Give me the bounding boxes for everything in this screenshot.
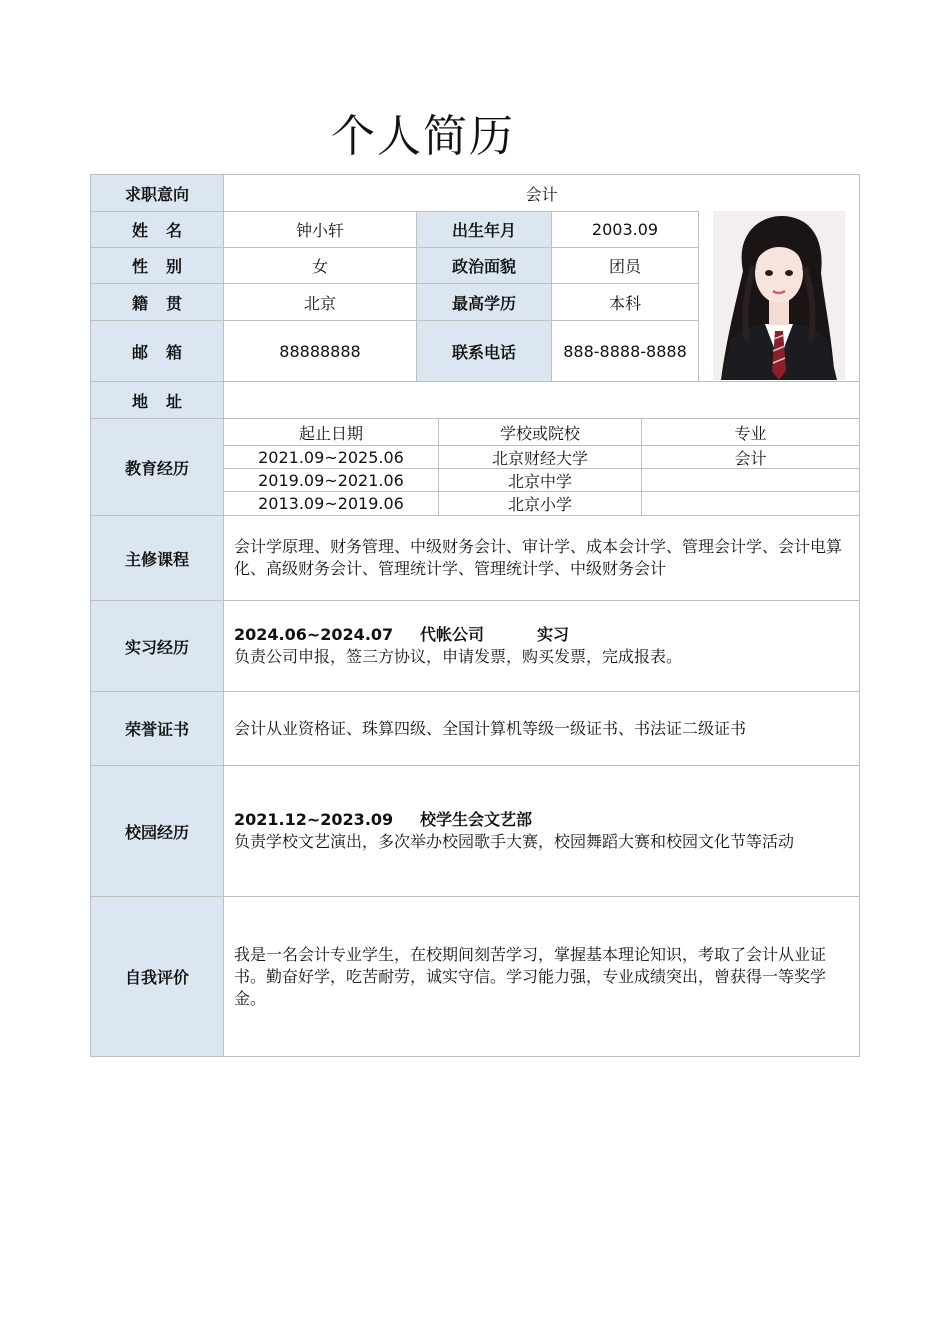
label-honors: 荣誉证书 bbox=[90, 691, 224, 766]
profile-photo bbox=[713, 211, 845, 380]
edu-row-major: 会计 bbox=[641, 445, 860, 469]
label-internship: 实习经历 bbox=[90, 600, 224, 692]
edu-header-date: 起止日期 bbox=[223, 418, 439, 446]
portrait-illustration bbox=[713, 211, 845, 380]
honors-text: 会计从业资格证、珠算四级、全国计算机等级一级证书、书法证二级证书 bbox=[234, 718, 747, 738]
edu-row-major bbox=[641, 491, 860, 516]
label-campus: 校园经历 bbox=[90, 765, 224, 897]
label-email: 邮箱 bbox=[90, 320, 224, 382]
label-address: 地址 bbox=[90, 381, 224, 419]
internship-desc: 负责公司申报，签三方协议，申请发票，购买发票，完成报表。 bbox=[234, 647, 683, 666]
label-birth: 出生年月 bbox=[416, 211, 552, 248]
edu-row-major bbox=[641, 468, 860, 492]
label-name: 姓名 bbox=[90, 211, 224, 248]
value-birth: 2003.09 bbox=[551, 211, 699, 248]
label-phone: 联系电话 bbox=[416, 320, 552, 382]
label-origin: 籍贯 bbox=[90, 283, 224, 321]
value-education-level: 本科 bbox=[551, 283, 699, 321]
edu-header-school: 学校或院校 bbox=[438, 418, 642, 446]
edu-row-school: 北京中学 bbox=[438, 468, 642, 492]
label-gender: 性别 bbox=[90, 247, 224, 284]
internship-role: 实习 bbox=[537, 625, 570, 644]
campus-org: 校学生会文艺部 bbox=[420, 810, 533, 829]
value-phone: 888-8888-8888 bbox=[551, 320, 699, 382]
label-self-eval: 自我评价 bbox=[90, 896, 224, 1057]
page-title: 个人简历 bbox=[331, 111, 515, 162]
self-eval-text: 我是一名会计专业学生，在校期间刻苦学习，掌握基本理论知识，考取了会计从业证书。勤奋好学，吃苦耐劳，诚实守信。学习能力强，专业成绩突出，曾获得一等奖学金。 bbox=[234, 944, 827, 1008]
campus-block bbox=[223, 765, 860, 897]
courses-text: 会计学原理、财务管理、中级财务会计、审计学、成本会计学、管理会计学、会计电算化、高级财务会计、管理统计学、管理统计学、中级财务会计 bbox=[234, 537, 843, 578]
value-name: 钟小轩 bbox=[223, 211, 417, 248]
label-job-intent: 求职意向 bbox=[90, 174, 224, 212]
value-origin: 北京 bbox=[223, 283, 417, 321]
internship-company: 代帐公司 bbox=[420, 625, 485, 644]
edu-row-date: 2021.09~2025.06 bbox=[223, 445, 439, 469]
value-job-intent: 会计 bbox=[223, 174, 860, 212]
value-address bbox=[223, 381, 860, 419]
label-courses: 主修课程 bbox=[90, 515, 224, 601]
edu-header-major: 专业 bbox=[641, 418, 860, 446]
campus-period: 2021.12~2023.09 bbox=[234, 810, 394, 829]
label-education: 教育经历 bbox=[90, 418, 224, 516]
internship-period: 2024.06~2024.07 bbox=[234, 625, 394, 644]
edu-row-school: 北京小学 bbox=[438, 491, 642, 516]
edu-row-school: 北京财经大学 bbox=[438, 445, 642, 469]
value-gender: 女 bbox=[223, 247, 417, 284]
campus-desc: 负责学校文艺演出，多次举办校园歌手大赛，校园舞蹈大赛和校园文化节等活动 bbox=[234, 832, 795, 851]
internship-block bbox=[223, 600, 860, 692]
label-political: 政治面貌 bbox=[416, 247, 552, 284]
edu-row-date: 2019.09~2021.06 bbox=[223, 468, 439, 492]
value-email: 88888888 bbox=[223, 320, 417, 382]
label-education-level: 最高学历 bbox=[416, 283, 552, 321]
value-political: 团员 bbox=[551, 247, 699, 284]
edu-row-date: 2013.09~2019.06 bbox=[223, 491, 439, 516]
